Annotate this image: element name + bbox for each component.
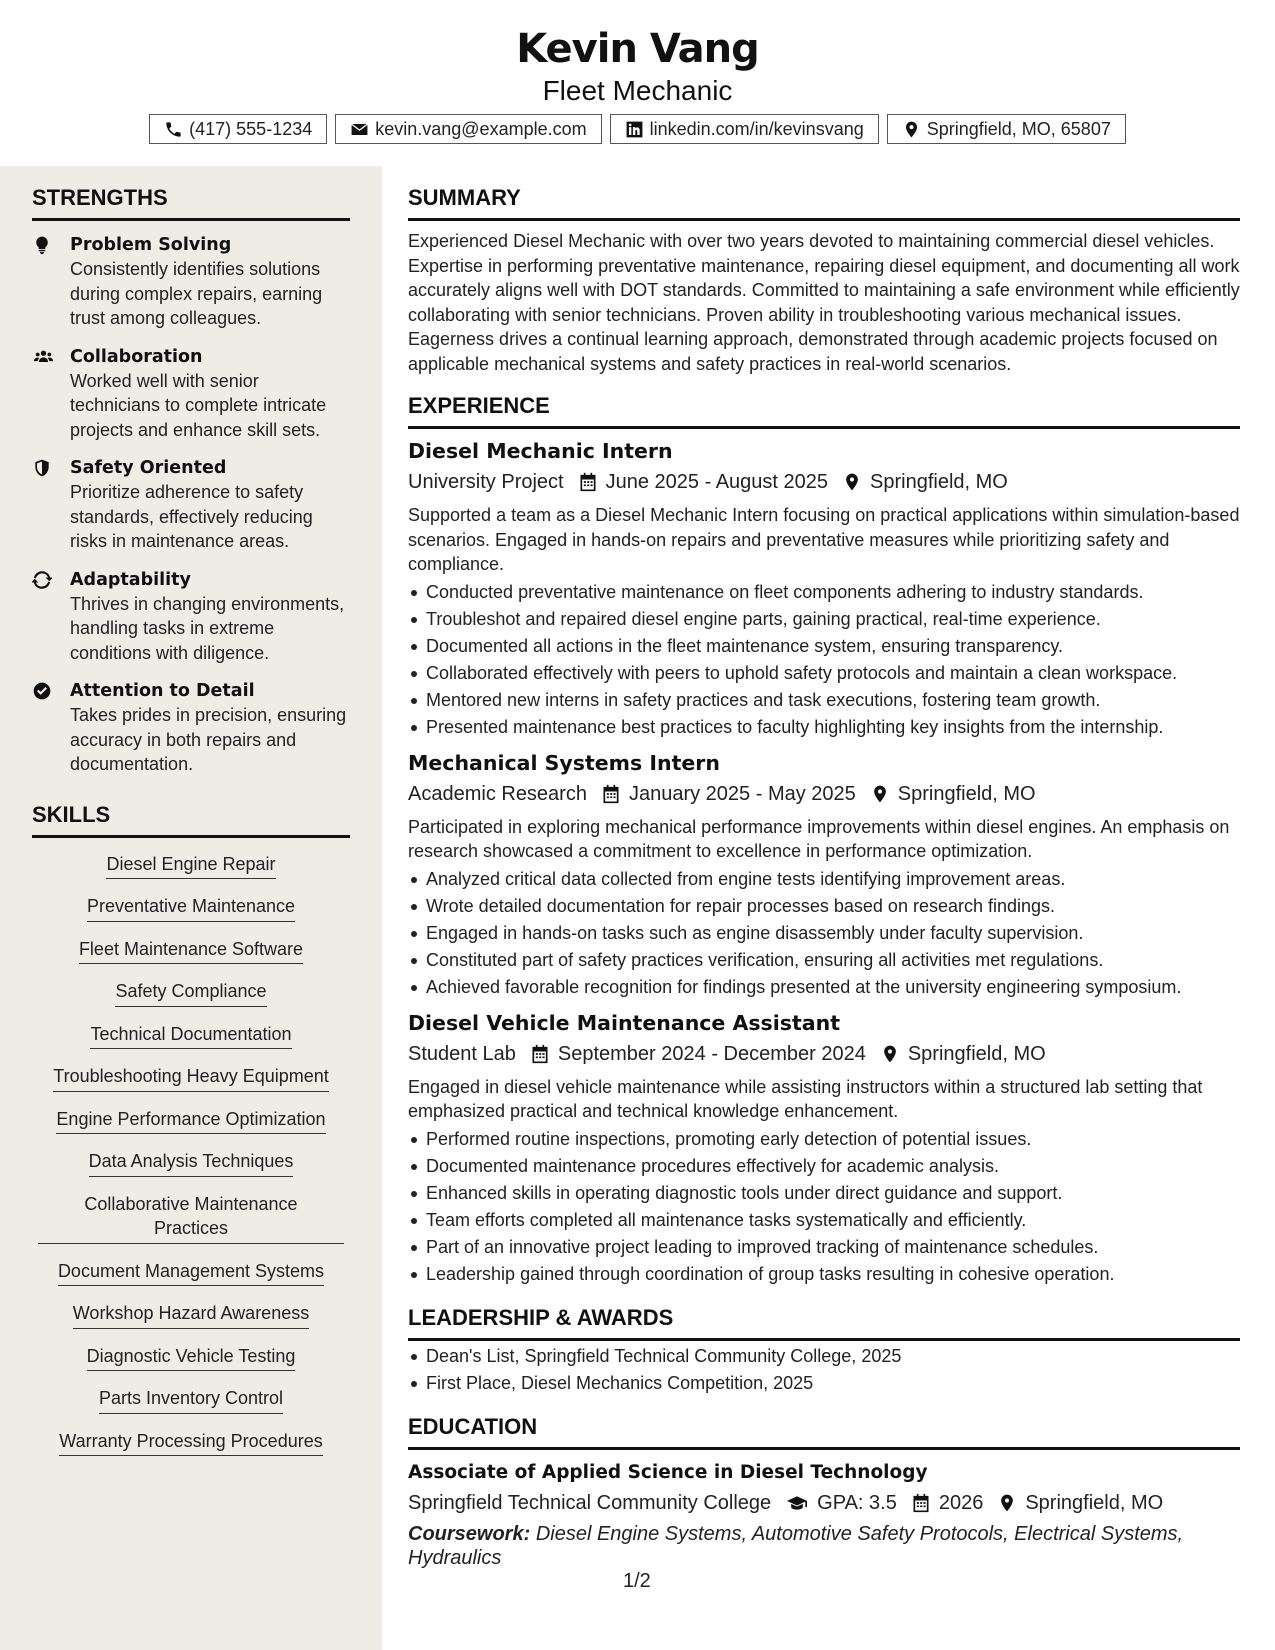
job-org: Academic Research — [408, 782, 587, 805]
list-item: Leadership gained through coordination of group tasks resulting in cohesive operation. — [408, 1261, 1240, 1288]
skill-tag: Troubleshooting Heavy Equipment — [53, 1064, 329, 1092]
list-item: Troubleshot and repaired diesel engine parts, gaining practical, real-time experience. — [408, 606, 1240, 633]
strength-title: Attention to Detail — [70, 681, 255, 701]
leadership-list — [408, 1343, 1240, 1397]
contact-linkedin[interactable] — [610, 114, 879, 144]
list-item: Enhanced skills in operating diagnostic tools under direct guidance and support. — [408, 1180, 1240, 1207]
job-entry — [408, 1009, 1240, 1288]
job-meta — [408, 779, 1240, 809]
users-icon — [32, 347, 55, 367]
check-circle-icon — [32, 681, 52, 701]
graduation-cap-icon — [785, 1493, 809, 1513]
list-item: Presented maintenance best practices to faculty highlighting key insights from the internship. — [408, 714, 1240, 741]
strength-title: Adaptability — [70, 569, 191, 590]
map-pin-icon — [880, 1044, 900, 1064]
list-item: Constituted part of safety practices verification, ensuring all activities met regulations. — [408, 947, 1240, 974]
contact-location — [887, 114, 1126, 144]
main-content — [408, 166, 1240, 1570]
list-item: Conducted preventative maintenance on fleet components adhering to industry standards. — [408, 579, 1240, 606]
candidate-name: Kevin Vang — [516, 26, 759, 72]
shield-icon — [32, 458, 52, 478]
job-org: University Project — [408, 471, 564, 493]
sync-icon — [32, 570, 52, 590]
strength-title: Problem Solving — [70, 235, 232, 255]
strength-item — [32, 233, 350, 331]
envelope-icon — [350, 120, 369, 139]
education-location: Springfield, MO — [1025, 1491, 1164, 1514]
job-dates: September 2024 - December 2024 — [557, 1042, 866, 1065]
map-pin-icon — [997, 1493, 1017, 1513]
map-pin-icon — [870, 784, 890, 804]
job-entry — [408, 437, 1240, 741]
phone-icon — [164, 120, 183, 139]
candidate-title: Fleet Mechanic — [542, 75, 733, 106]
education-heading: EDUCATION — [408, 1413, 1240, 1450]
job-meta — [408, 1039, 1240, 1069]
skill-tag: Preventative Maintenance — [87, 894, 295, 922]
list-item: Documented maintenance procedures effectively for academic analysis. — [408, 1153, 1240, 1180]
job-location: Springfield, MO — [907, 1042, 1046, 1065]
resume-header — [0, 0, 1275, 166]
degree-title: Associate of Applied Science in Diesel Technology — [408, 1461, 928, 1483]
list-item: Analyzed critical data collected from engine tests identifying improvement areas. — [408, 866, 1240, 893]
skill-tag: Warranty Processing Procedures — [59, 1429, 322, 1457]
job-bullets — [408, 866, 1240, 1001]
job-dates: January 2025 - May 2025 — [628, 782, 856, 805]
coursework — [408, 1522, 1240, 1570]
skills-list — [32, 852, 350, 1457]
strength-title: Safety Oriented — [70, 458, 227, 478]
job-bullets — [408, 579, 1240, 741]
job-title: Diesel Mechanic Intern — [408, 439, 673, 463]
list-item: Team efforts completed all maintenance tasks systematically and efficiently. — [408, 1207, 1240, 1234]
skill-tag: Safety Compliance — [115, 979, 266, 1007]
map-pin-icon — [902, 120, 921, 139]
strengths-heading: STRENGTHS — [32, 184, 350, 221]
job-desc: Participated in exploring mechanical performance improvements within diesel engines. An emphasis on research showcased a commitment to excellence in performance optimization. — [408, 816, 1230, 861]
graduation-year: 2026 — [938, 1491, 984, 1514]
contact-phone[interactable] — [149, 114, 327, 144]
calendar-icon — [601, 784, 621, 804]
skill-tag: Parts Inventory Control — [99, 1386, 283, 1414]
job-location: Springfield, MO — [897, 782, 1036, 805]
calendar-icon — [911, 1493, 931, 1513]
calendar-icon — [578, 472, 598, 492]
job-dates: June 2025 - August 2025 — [605, 471, 829, 493]
strength-item — [32, 568, 350, 666]
skill-tag: Data Analysis Techniques — [89, 1149, 294, 1177]
calendar-icon — [530, 1044, 550, 1064]
strength-title: Collaboration — [70, 346, 203, 367]
skill-tag: Diagnostic Vehicle Testing — [87, 1344, 296, 1372]
school-name: Springfield Technical Community College — [408, 1491, 772, 1514]
list-item: Wrote detailed documentation for repair processes based on research findings. — [408, 893, 1240, 920]
job-org: Student Lab — [408, 1042, 516, 1065]
list-item: Collaborated effectively with peers to uphold safety protocols and maintain a clean workspace. — [408, 660, 1240, 687]
strength-item — [32, 456, 350, 554]
job-location: Springfield, MO — [870, 471, 1008, 493]
skill-tag: Collaborative Maintenance Practices — [38, 1192, 344, 1244]
leadership-heading: LEADERSHIP & AWARDS — [408, 1304, 1240, 1341]
job-desc: Engaged in diesel vehicle maintenance while assisting instructors within a structured lab setting that emphasized practical and technical knowledge enhancement. — [408, 1076, 1203, 1121]
map-pin-icon — [842, 472, 862, 492]
list-item: First Place, Diesel Mechanics Competition, 2025 — [408, 1370, 1240, 1397]
summary-heading: SUMMARY — [408, 184, 1240, 221]
skills-heading: SKILLS — [32, 801, 350, 838]
strength-item — [32, 679, 350, 777]
contact-email-text: kevin.vang@example.com — [375, 118, 587, 139]
gpa: GPA: 3.5 — [817, 1491, 897, 1514]
strengths-list — [32, 233, 350, 777]
skill-tag: Document Management Systems — [58, 1259, 324, 1287]
strength-desc: Worked well with senior technicians to complete intricate projects and enhance skill sets. — [70, 370, 327, 440]
coursework-label: Coursework: — [408, 1522, 531, 1545]
skill-tag: Workshop Hazard Awareness — [73, 1301, 309, 1329]
experience-heading: EXPERIENCE — [408, 392, 1240, 429]
job-title: Diesel Vehicle Maintenance Assistant — [408, 1010, 841, 1035]
coursework-list: Diesel Engine Systems, Automotive Safety Protocols, Electrical Systems, Hydraulics — [408, 1522, 1184, 1569]
strength-item — [32, 345, 350, 443]
strength-desc: Thrives in changing environments, handling tasks in extreme conditions with diligence. — [70, 593, 345, 663]
skill-tag: Fleet Maintenance Software — [79, 937, 303, 965]
strength-desc: Prioritize adherence to safety standards, effectively reducing risks in maintenance areas. — [70, 482, 313, 551]
list-item: Mentored new interns in safety practices and task executions, fostering team growth. — [408, 687, 1240, 714]
education-meta — [408, 1488, 1240, 1518]
linkedin-icon — [625, 120, 644, 139]
job-title: Mechanical Systems Intern — [408, 750, 721, 775]
contact-phone-text: (417) 555-1234 — [189, 118, 313, 139]
list-item: Achieved favorable recognition for findings presented at the university engineering symposium. — [408, 974, 1240, 1001]
list-item: Performed routine inspections, promoting early detection of potential issues. — [408, 1126, 1240, 1153]
sidebar — [0, 166, 382, 1650]
contact-linkedin-text: linkedin.com/in/kevinsvang — [649, 118, 864, 139]
job-entry — [408, 749, 1240, 1001]
strength-desc: Consistently identifies solutions during complex repairs, earning trust among colleagues. — [70, 259, 323, 328]
list-item: Documented all actions in the fleet maintenance system, ensuring transparency. — [408, 633, 1240, 660]
skill-tag: Technical Documentation — [90, 1022, 291, 1050]
summary-text: Experienced Diesel Mechanic with over two years devoted to maintaining commercial diesel vehicles. Expertise in performing preventative maintenance, repairing diesel equipment, and documenting all work accurately aligns well with DOT standards. Committed to maintaining a safe environment while efficiently collaborating with senior technicians. Proven ability in troubleshooting various mechanical issues. Eagerness drives a continual learning approach, demonstrated through academic projects focused on applicable mechanical systems and safety practices in real-world scenarios. — [408, 231, 1240, 374]
skill-tag: Diesel Engine Repair — [106, 852, 275, 880]
contact-email[interactable] — [335, 114, 601, 144]
job-bullets — [408, 1126, 1240, 1288]
list-item: Engaged in hands-on tasks such as engine disassembly under faculty supervision. — [408, 920, 1240, 947]
job-meta — [408, 467, 1240, 497]
strength-desc: Takes prides in precision, ensuring accuracy in both repairs and documentation. — [70, 705, 347, 774]
list-item: Dean's List, Springfield Technical Community College, 2025 — [408, 1343, 1240, 1370]
skill-tag: Engine Performance Optimization — [56, 1107, 325, 1135]
contact-location-text: Springfield, MO, 65807 — [926, 118, 1111, 139]
lightbulb-icon — [32, 235, 52, 255]
list-item: Part of an innovative project leading to improved tracking of maintenance schedules. — [408, 1234, 1240, 1261]
job-desc: Supported a team as a Diesel Mechanic Intern focusing on practical applications within simulation-based scenarios. Engaged in hands-on repairs and preventative measures while prioritizing safety and compliance. — [408, 505, 1240, 574]
page-number: 1/2 — [623, 1570, 651, 1592]
contact-bar — [0, 114, 1275, 144]
